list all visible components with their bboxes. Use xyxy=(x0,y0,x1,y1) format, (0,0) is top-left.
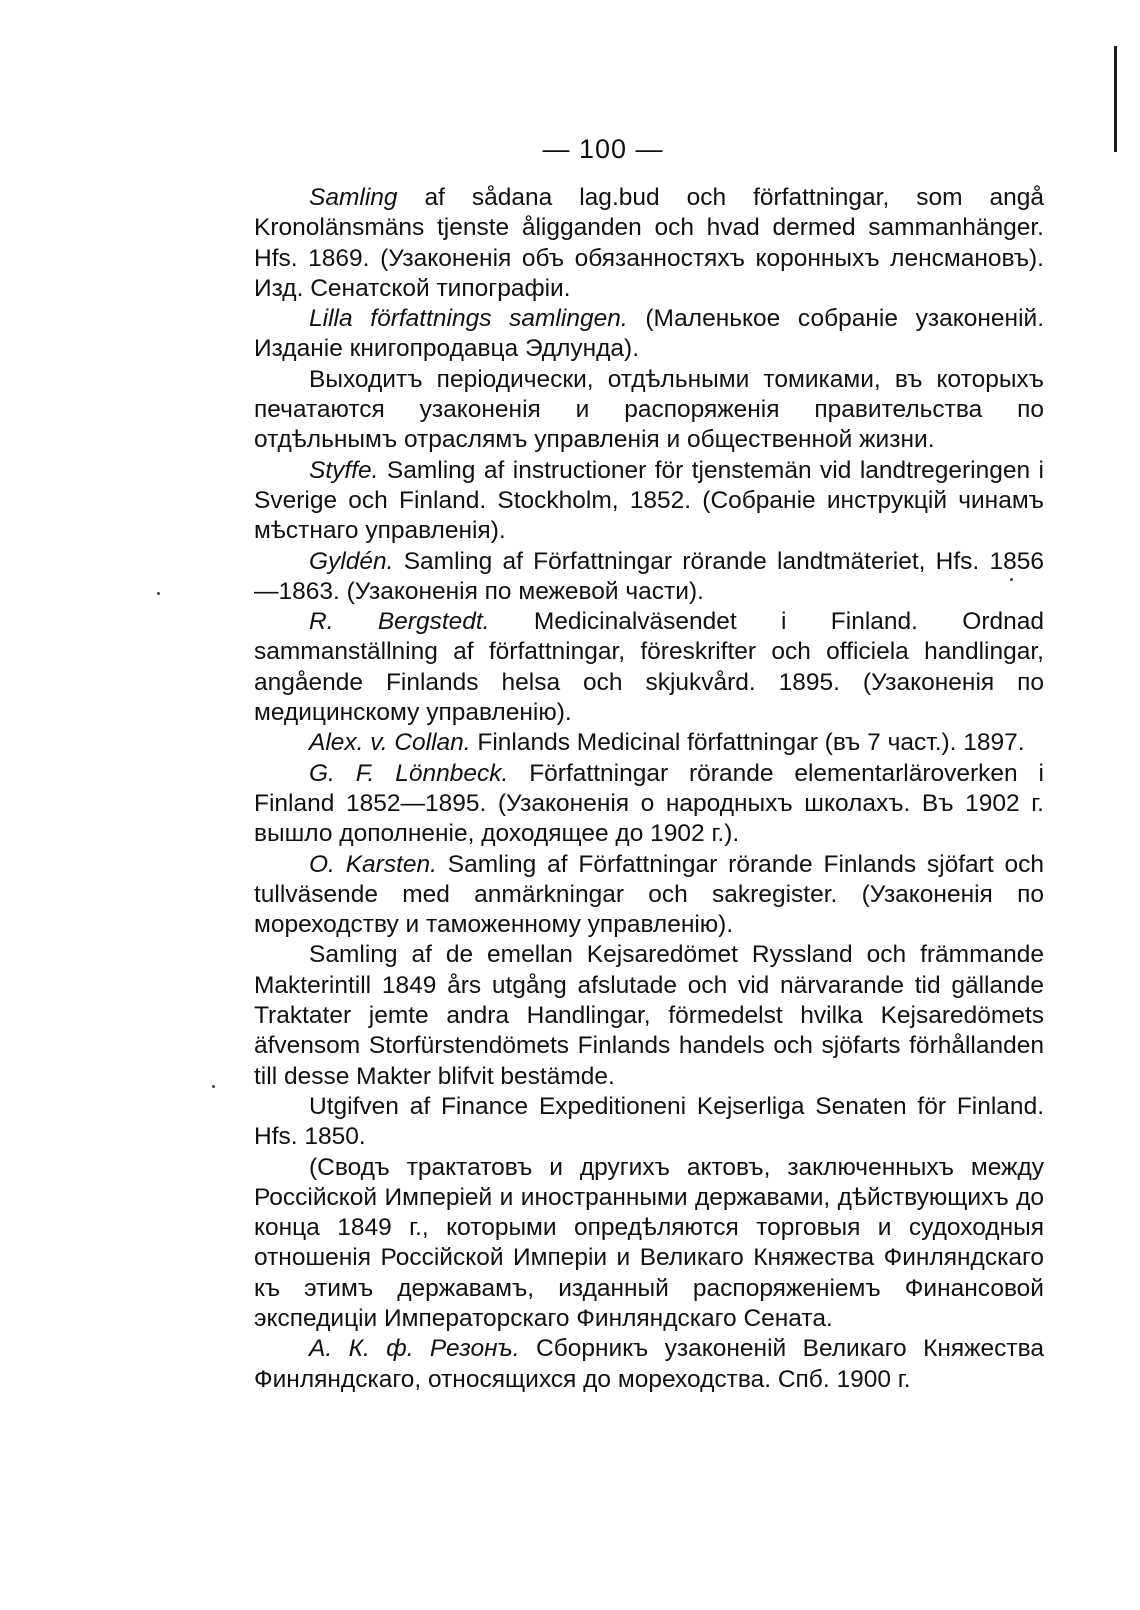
entry-author: А. К. ф. Резонъ. xyxy=(309,1335,520,1363)
entry-lonnbeck xyxy=(254,759,1044,850)
entry-collan xyxy=(254,728,1044,758)
entry-text: af sådana lag.bud och författningar, som angå Kronolänsmäns tjenste åligganden och hvad dermed sammanhänger. Hfs. 1869. (Узаконенія объ обязанностяхъ коронныхъ ленсмановъ). Изд. Сенатской типографіи. xyxy=(254,184,1044,302)
entry-treaties-translation xyxy=(254,1153,1044,1335)
entry-author: Styffe. xyxy=(309,456,379,484)
scan-speck xyxy=(212,1085,215,1088)
entry-samling xyxy=(254,183,1044,304)
entry-author: Lilla författnings samlingen. xyxy=(309,305,628,333)
entry-treaties-publisher xyxy=(254,1092,1044,1153)
entry-text: Samling af de emellan Kejsaredömet Ryssland och främmande Makterintill 1849 års utgång afslutade och vid närvarande tid gällande Traktater jemte andra Handlingar, förmedelst hvilka Kejsaredömets äfvensom Storfürstendömets Finlands handels och sjöfarts förhållanden till desse Makter blifvit bestämde. xyxy=(254,941,1044,1090)
body-text xyxy=(254,183,1044,1395)
entry-author: O. Karsten. xyxy=(309,850,437,878)
entry-text: Medicinalväsendet i Finland. Ordnad sammanställning af författningar, föreskrifter och officiela handlingar, angående Finlands helsa och skjukvård. 1895. (Узаконенія по медицинскому управленію). xyxy=(254,608,1045,727)
entry-author: Samling xyxy=(309,184,398,211)
entry-karsten xyxy=(254,850,1044,941)
entry-text: Сборникъ узаконеній Великаго Княжества Финляндскаго, относящихся до мореходства. Спб. 1900 г. xyxy=(254,1335,1044,1393)
entry-text: Utgifven af Finance Expeditioneni Kejserliga Senaten för Finland. Hfs. 1850. xyxy=(254,1092,1044,1151)
entry-text: Samling af instructioner för tjenstemän vid landtregeringen i Sverige och Finland. Stockholm, 1852. (Собраніе инструкцій чинамъ мѣстнаго управленія). xyxy=(254,456,1044,545)
page-number: — 100 — xyxy=(542,134,664,164)
entry-text: Finlands Medicinal författningar (въ 7 част.). 1897. xyxy=(470,729,1025,757)
entry-lilla xyxy=(254,304,1044,365)
entry-text: (Маленькое собраніе узаконеній. Изданіе книгопродавца Эдлунда). xyxy=(254,305,1044,363)
entry-styffe xyxy=(254,456,1044,547)
entry-author: R. Bergstedt. xyxy=(309,608,490,636)
entry-author: Alex. v. Collan. xyxy=(309,729,471,757)
entry-text: (Сводъ трактатовъ и другихъ актовъ, заключенныхъ между Россійской Имперіей и иностранными державами, дѣйствующихъ до конца 1849 г., которыми опредѣляются торговыя и судоходныя отношенія Россійской Имперіи и Великаго Княжества Финляндскаго къ этимъ державамъ, изданный распоряженіемъ Финансовой экспедиціи Императорскаго Финляндскаго Сената. xyxy=(254,1153,1044,1332)
entry-text: Författningar rörande elementarläroverken i Finland 1852—1895. (Узаконенія о народныхъ школахъ. Въ 1902 г. вышло дополненіе, доходящее до 1902 г.). xyxy=(254,759,1045,848)
entry-gylden xyxy=(254,547,1044,608)
entry-bergstedt xyxy=(254,607,1044,728)
entry-rezon xyxy=(254,1334,1044,1395)
entry-text: Samling af Författningar rörande landtmäteriet, Hfs. 1856—1863. (Узаконенія по межевой части). xyxy=(254,547,1044,605)
entry-lilla-description xyxy=(254,365,1044,456)
entry-author: G. F. Lönnbeck. xyxy=(309,759,509,787)
entry-author: Gyldén. xyxy=(309,547,394,575)
entry-treaties xyxy=(254,940,1044,1091)
entry-text: Выходитъ періодически, отдѣльными томиками, въ которыхъ печатаются узаконенія и распоряженія правительства по отдѣльнымъ отраслямъ управленія и общественной жизни. xyxy=(254,365,1044,454)
scan-speck xyxy=(157,592,160,595)
entry-text: Samling af Författningar rörande Finlands sjöfart och tullväsende med anmärkningar och sakregister. (Узаконенія по мореходству и таможенному управленію). xyxy=(254,850,1044,939)
